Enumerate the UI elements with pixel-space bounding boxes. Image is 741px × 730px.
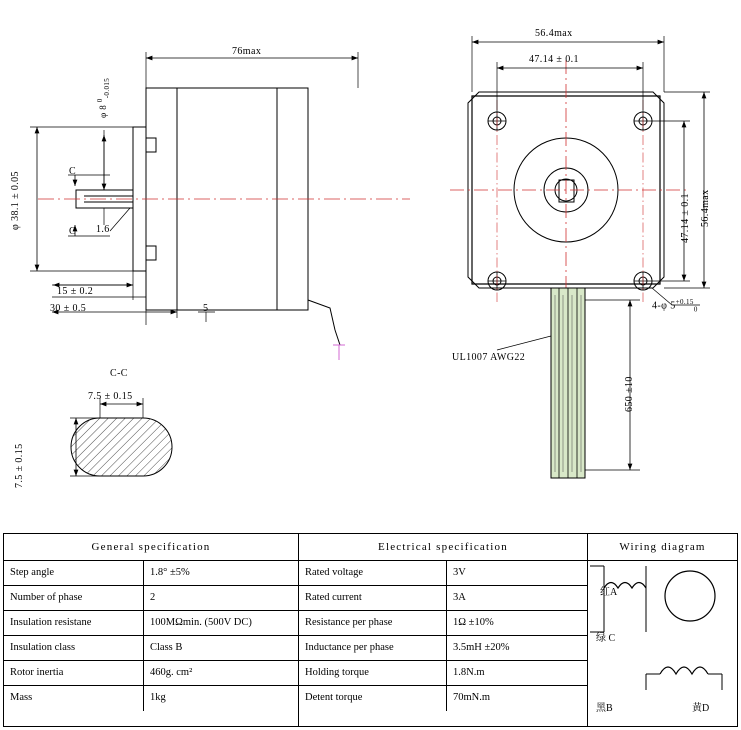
spec-value: 1Ω ±10% <box>453 617 494 628</box>
section-title-cc: C-C <box>110 368 128 379</box>
spec-value: 1.8N.m <box>453 667 485 678</box>
table-row <box>4 686 298 711</box>
table-row <box>4 586 298 611</box>
spec-value: Class B <box>150 642 183 653</box>
table-row <box>4 661 298 686</box>
table-row <box>4 561 298 586</box>
spec-label: Rated voltage <box>299 561 447 585</box>
table-row <box>299 611 587 636</box>
general-spec-heading: General specification <box>4 534 298 561</box>
dim-flange-dia: φ 38.1 ± 0.05 <box>10 171 21 230</box>
dim-front-length: 15 ± 0.2 <box>57 286 94 297</box>
table-row <box>299 661 587 686</box>
wire-label-yellow-d: 黄D <box>692 703 710 714</box>
spec-label: Holding torque <box>299 661 447 685</box>
spec-value: 3A <box>453 592 466 603</box>
wiring-diagram-heading: Wiring diagram <box>588 534 737 561</box>
table-row <box>299 586 587 611</box>
table-row <box>299 561 587 586</box>
spec-label: Resistance per phase <box>299 611 447 635</box>
spec-label: Insulation class <box>4 636 144 660</box>
wiring-diagram-column <box>588 534 737 726</box>
spec-value: 1.8° ±5% <box>150 567 190 578</box>
spec-label: Inductance per phase <box>299 636 447 660</box>
spec-label: Insulation resistane <box>4 611 144 635</box>
note-mounting-holes: 4-φ $5^{+0.15}_0$ <box>652 298 698 314</box>
note-wire-spec: UL1007 AWG22 <box>452 352 526 363</box>
wiring-diagram-body <box>588 561 737 727</box>
dim-hole-pitch-v: 47.14 ± 0.1 <box>680 193 691 243</box>
wire-label-green-c: 绿 C <box>596 633 616 644</box>
spec-value: 100MΩmin. (500V DC) <box>150 617 252 628</box>
dim-outer-width: 56.4max <box>535 28 573 39</box>
specification-table <box>3 533 738 727</box>
spec-value: 70mN.m <box>453 692 491 703</box>
dim-rear-length: 5 <box>203 303 209 314</box>
spec-label: Mass <box>4 686 144 711</box>
dim-mid-length: 30 ± 0.5 <box>50 303 87 314</box>
spec-label: Step angle <box>4 561 144 585</box>
table-row <box>299 686 587 711</box>
spec-label: Detent torque <box>299 686 447 711</box>
general-specification-column <box>4 534 299 726</box>
spec-label: Rotor inertia <box>4 661 144 685</box>
dim-outer-height: 56.4max <box>700 189 711 227</box>
spec-label: Rated current <box>299 586 447 610</box>
spec-label: Number of phase <box>4 586 144 610</box>
electrical-specification-column <box>299 534 588 726</box>
table-row <box>299 636 587 661</box>
spec-value: 3V <box>453 567 466 578</box>
wire-label-black-b: 黑B <box>596 703 613 714</box>
table-row <box>4 611 298 636</box>
spec-value: 3.5mH ±20% <box>453 642 510 653</box>
spec-value: 2 <box>150 592 156 603</box>
electrical-spec-heading: Electrical specification <box>299 534 587 561</box>
wire-label-red-a: 红A <box>600 587 618 598</box>
dim-section-width: 7.5 ± 0.15 <box>88 391 133 402</box>
section-mark-c-top: C <box>69 166 77 177</box>
section-mark-c-bottom: C <box>69 226 77 237</box>
dim-hole-pitch-h: 47.14 ± 0.1 <box>529 54 579 65</box>
dim-flat: 1.6 <box>96 224 110 235</box>
dim-section-height: 7.5 ± 0.15 <box>14 443 25 488</box>
dim-shaft-dia: φ 8 $^0_{-0.015}$ <box>96 77 111 118</box>
dim-length: 76max <box>232 46 262 57</box>
spec-value: 1kg <box>150 692 166 703</box>
dim-wire-length: 650 ±10 <box>624 376 635 412</box>
table-row <box>4 636 298 661</box>
spec-value: 460g. cm² <box>150 667 193 678</box>
